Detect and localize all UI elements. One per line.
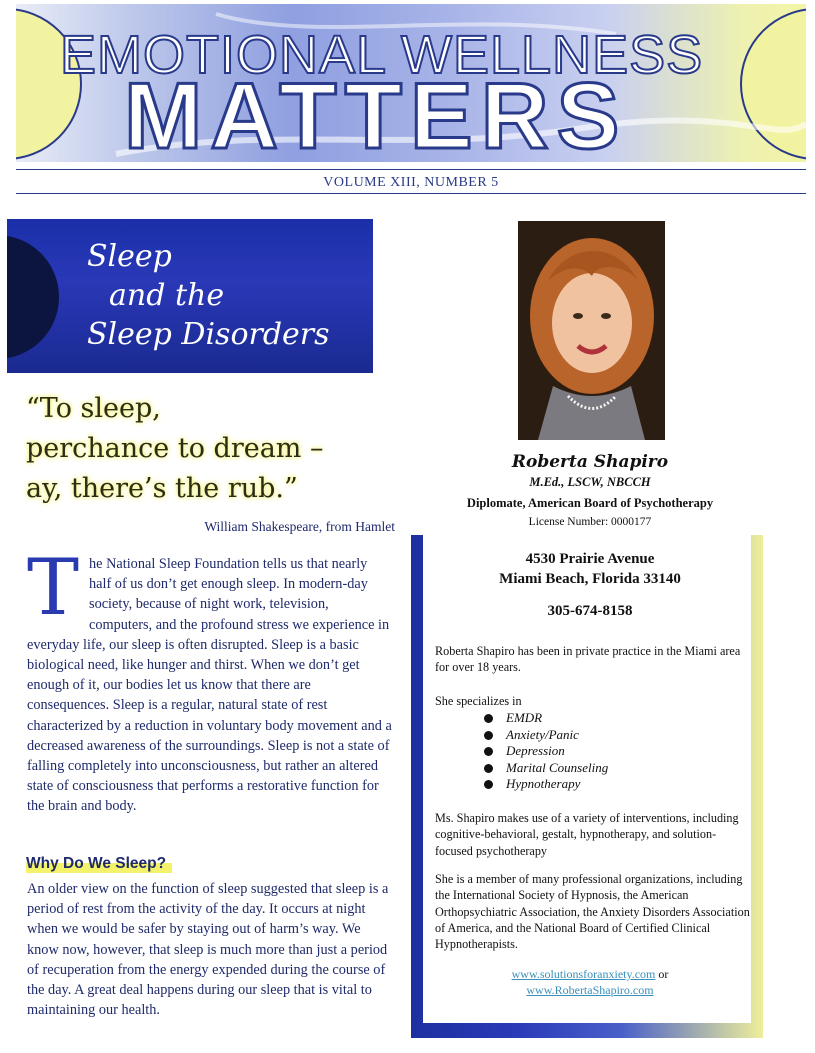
masthead-line1: EMOTIONAL WELLNESS bbox=[60, 25, 704, 85]
bullet-icon bbox=[484, 731, 493, 740]
specializes-intro: She specializes in bbox=[435, 694, 522, 708]
specialties-list bbox=[484, 710, 734, 793]
article-title-banner bbox=[7, 219, 373, 373]
website-link-2[interactable]: www.RobertaShapiro.com bbox=[526, 983, 654, 997]
bullet-icon bbox=[484, 764, 493, 773]
address bbox=[420, 549, 760, 589]
specialty-label: Marital Counseling bbox=[506, 759, 609, 775]
article-intro-text: he National Sleep Foundation tells us that nearly half of us don’t get enough sleep. In modern-day society, because of night work, television, computers, and the profound stress we experience in everyday life, our sleep is often disrupted. Sleep is a basic biological need, like hunger and thirst. When we don’t get enough of it, our bodies let us know that there are consequences. Sleep is a regular, natural state of rest characterized by a reduction in voluntary body movement and a decreased awareness of the surroundings. Sleep is not a state of falling completely into unconsciousness, but rather an altered state of consciousness that performs a restorative function for the brain and body. bbox=[27, 556, 392, 815]
quote-line: ay, there’s the rub.” bbox=[26, 473, 298, 504]
portrait-image bbox=[518, 221, 665, 440]
masthead-rule-top bbox=[16, 169, 806, 170]
website-links bbox=[420, 966, 760, 998]
bullet-icon bbox=[484, 714, 493, 723]
masthead bbox=[16, 4, 806, 162]
specialty-label: Hypnotherapy bbox=[506, 776, 581, 791]
article-title-line: and the bbox=[109, 278, 225, 313]
specialty-label: Depression bbox=[506, 743, 565, 758]
section-heading: Why Do We Sleep? bbox=[26, 855, 172, 873]
website-link-1[interactable]: www.solutionsforanxiety.com bbox=[511, 967, 656, 981]
article-intro bbox=[27, 543, 392, 817]
license-number: License Number: 0000177 bbox=[528, 516, 652, 528]
memberships-paragraph: She is a member of many professional organizations, including the International Society of Hypnosis, the American Orthopsychiatric Association, the Anxiety Disorders Association of America, and the National Board of Certified Clinical Hypnotherapists. bbox=[435, 872, 750, 952]
bullet-icon bbox=[484, 747, 493, 756]
section-body: An older view on the function of sleep suggested that sleep is a period of rest from the activity of the day. It occurs at night when we would be safer by staying out of harm’s way. We know now, however, that sleep is much more than just a period of recuperation from the energy expended during the course of the day. A great deal happens during our sleep that is vital to maintaining our health. bbox=[27, 881, 389, 1019]
therapist-credentials: M.Ed., LSCW, NBCCH bbox=[529, 475, 651, 489]
volume-number: VOLUME XIII, NUMBER 5 bbox=[323, 175, 499, 190]
list-item bbox=[484, 710, 734, 727]
phone-number: 305-674-8158 bbox=[547, 603, 633, 619]
author-photo bbox=[518, 221, 665, 440]
quote-line: perchance to dream – bbox=[26, 433, 324, 464]
link-separator: or bbox=[655, 967, 669, 981]
article-title-line: Sleep Disorders bbox=[87, 317, 330, 352]
list-item bbox=[484, 727, 734, 744]
quote-attribution: William Shakespeare, from Hamlet bbox=[204, 519, 395, 534]
masthead-line2: MATTERS bbox=[124, 63, 628, 162]
address-line: Miami Beach, Florida 33140 bbox=[499, 571, 681, 587]
article-title-line: Sleep bbox=[87, 239, 172, 274]
specialty-label: Anxiety/Panic bbox=[506, 726, 579, 742]
practice-paragraph: Roberta Shapiro has been in private practice in the Miami area for over 18 years. bbox=[435, 644, 741, 675]
shakespeare-quote bbox=[26, 389, 396, 509]
therapist-name: Roberta Shapiro bbox=[511, 452, 669, 472]
quote-line: “To sleep, bbox=[26, 393, 161, 424]
article-title bbox=[87, 237, 367, 354]
address-line: 4530 Prairie Avenue bbox=[525, 551, 655, 567]
list-item bbox=[484, 743, 734, 760]
bullet-icon bbox=[484, 780, 493, 789]
list-item bbox=[484, 776, 734, 793]
diplomate-line: Diplomate, American Board of Psychotherapy bbox=[466, 496, 714, 510]
list-item bbox=[484, 760, 734, 777]
drop-cap: T bbox=[27, 543, 80, 633]
masthead-rule-bottom bbox=[16, 193, 806, 194]
specialty-label: EMDR bbox=[506, 710, 543, 725]
interventions-paragraph: Ms. Shapiro makes use of a variety of interventions, including cognitive-behavioral, gestalt, hypnotherapy, and solution-focused psychotherapy bbox=[435, 811, 739, 858]
